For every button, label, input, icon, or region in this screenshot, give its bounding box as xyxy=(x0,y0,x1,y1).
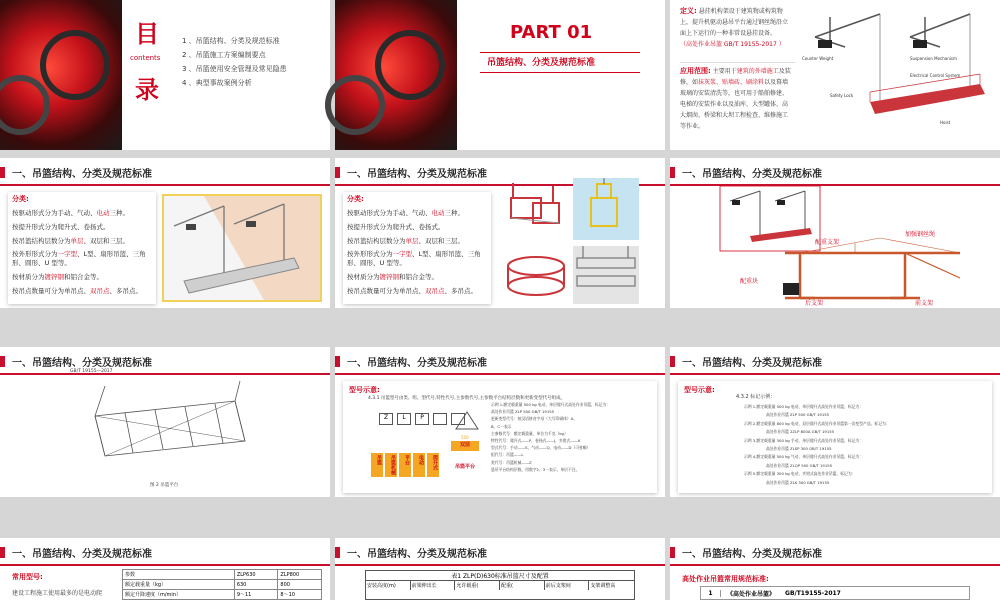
diagram-label-front-frame: 前支架 xyxy=(915,300,934,307)
section-title: 一、吊篮结构、分类及规范标准 xyxy=(12,358,152,369)
marking-lines xyxy=(744,403,984,487)
example-line: 高处作业吊篮 ZLP 500 GB/T 19155 xyxy=(766,412,830,418)
slide-header xyxy=(335,538,665,566)
model-box-empty xyxy=(433,413,447,425)
marking-clause: 4.3.2 标记示例： xyxy=(736,394,776,400)
example-line: 示例 3.额定载重量 300 kg 手动，单层爬升式高处作业吊篮，标记为： xyxy=(744,437,864,443)
platform-shape xyxy=(870,84,985,114)
example-line: 示例 2.额定载重量 800 kg 电动，双层爬升式高处作业吊篮第一次变型产品，标记为： xyxy=(744,420,890,426)
params-table xyxy=(122,569,322,600)
marking-label: 型号示意: xyxy=(684,386,715,394)
definition-ref: （高处作业吊篮 GB/T 19155-2017 ） xyxy=(680,41,785,48)
photo-multi-gondola xyxy=(573,246,639,304)
explanation-line: 特性代号：爬升式——P，卷扬式——J，夹钳式——K xyxy=(491,438,581,444)
definition-text: 定义: 悬挂机构架设于建筑物或构筑物上，提升机驱动悬吊平台通过钢丝绳沿立面上下运行的一种非常设悬挂设备。 （高处作业吊篮 GB/T 19155-2017 ） xyxy=(680,7,789,48)
header-line xyxy=(335,373,665,375)
figure-caption: 图 2 吊篮平台 xyxy=(150,483,179,488)
table-header: 允许载重( xyxy=(455,581,500,590)
slide-classification-1[interactable] xyxy=(0,158,330,308)
section-title: 一、吊篮结构、分类及规范标准 xyxy=(12,169,152,180)
header-line xyxy=(670,373,1000,375)
standard-code: GB/T19155-2017 xyxy=(785,589,841,597)
table-cell: 额定升降速度（m/min） xyxy=(123,590,235,600)
diagram-label: 配重支架 xyxy=(815,239,840,246)
vertical-label: 电动 xyxy=(413,453,425,477)
contents-item[interactable]: 2 、吊篮施工方案编制要点 xyxy=(182,51,266,59)
marking-box xyxy=(678,381,992,493)
part-divider xyxy=(480,72,640,73)
slide-header xyxy=(670,538,1000,566)
model-clause: 4.3.1 吊篮型号由类、组、型代号,特性代号,主参数代号,主参数平台结构层数和更新变型代号组成。 xyxy=(368,396,566,401)
classification-box xyxy=(8,192,156,304)
contents-title-top: 目 xyxy=(135,20,159,48)
diagram-label-rear-frame: 后支架 xyxy=(805,300,824,307)
slide-structure[interactable] xyxy=(670,158,1000,308)
scope-text: 应用范围: 主要用于建筑的外墙施工及装修，如抹灰浆、贴墙砖、刷涂料以及幕墙玻璃的安装清洗等，也可用于船舶修建、电梯的安装作业以及油库、大型罐体、高大烟囱、桥梁和大坝工程检查、维修施工等作业。 xyxy=(680,67,791,130)
example-line: 高处作业吊篮 ZLQP 500 GB/T 19155 xyxy=(766,462,833,468)
diagram-label: Electrical Control System xyxy=(910,73,961,78)
table-header: 配重( xyxy=(500,581,545,590)
slide-header xyxy=(0,538,330,566)
example-line: 高处作业吊篮 2ZLP 800A GB/T 19155 xyxy=(766,429,835,435)
vertical-label: 爬升式 xyxy=(427,453,439,477)
example-line: 高处作业吊篮 ZLSP 300 GB/T 19155 xyxy=(766,446,832,452)
gondola-render xyxy=(164,196,320,300)
support-frame-diagram xyxy=(755,231,995,308)
table-header: 前梁伸出长 xyxy=(411,581,456,590)
slide-config-table[interactable] xyxy=(335,538,665,600)
model-explanations xyxy=(491,401,651,473)
explanation-line: 悬吊平台结构层数，用数字2、3一表示，单层不注。 xyxy=(491,466,580,472)
helmet-ring-icon xyxy=(0,75,50,135)
header-bar xyxy=(670,547,675,558)
explanation-line: 主参数代号：额定载重量，单位为千克（kg） xyxy=(491,430,568,436)
model-box-z: Z xyxy=(379,413,393,425)
table-cell: 额定载重量（kg） xyxy=(123,580,235,590)
explanation-line: 类代号：吊篮机械——Z xyxy=(491,459,532,465)
contents-item[interactable]: 3 、吊篮使用安全管理及常见隐患 xyxy=(182,65,287,73)
table-header: ZLP630 xyxy=(234,570,278,580)
double-layer-label: 双层 xyxy=(451,441,479,451)
slide-standard-drawing[interactable] xyxy=(0,347,330,497)
contents-subtitle: contents xyxy=(130,54,161,62)
section-title: 一、吊篮结构、分类及规范标准 xyxy=(682,169,822,180)
contents-list xyxy=(182,34,322,90)
counterweight-icon xyxy=(818,40,832,48)
table-cell: 8～10 xyxy=(278,590,322,600)
diagram-label: Suspension Mechanism xyxy=(910,56,957,61)
definition-label: 定义: xyxy=(680,7,697,15)
config-table-title: 表1 ZLP(D)630标准吊篮尺寸及配置 xyxy=(366,571,634,581)
counterweight-icon xyxy=(913,40,927,48)
diagram-label: Safety Lock xyxy=(830,93,854,98)
header-line xyxy=(0,373,330,375)
model-box-l: L xyxy=(397,413,411,425)
explanation-line: 高处作业吊篮 ZLP 500 GB/T 19155 xyxy=(491,409,555,415)
header-bar xyxy=(670,167,675,178)
slide-header xyxy=(670,158,1000,186)
slide-header xyxy=(670,347,1000,375)
triangle-icon xyxy=(455,411,479,431)
diagram-label-counterweight: 配重块 xyxy=(740,278,759,285)
model-vertical-labels xyxy=(371,453,439,477)
platform-note: 吊篮平台 xyxy=(454,464,475,470)
slide-definition[interactable] xyxy=(670,0,1000,150)
classification-label: 分类: xyxy=(347,195,364,203)
explanation-line: B、C一表示 xyxy=(491,423,512,429)
part-subtitle: 吊篮结构、分类及规范标准 xyxy=(487,58,596,68)
slide-marking-examples[interactable] xyxy=(670,347,1000,497)
header-line xyxy=(335,564,665,566)
slide-classification-2[interactable] xyxy=(335,158,665,308)
contents-item[interactable]: 4 、典型事故案例分析 xyxy=(182,79,252,87)
section-title: 一、吊篮结构、分类及规范标准 xyxy=(347,358,487,369)
photo-l-shape xyxy=(503,178,569,240)
model-boxes xyxy=(379,413,465,425)
common-models-text: 建设工程施工使用最多的是电动爬 xyxy=(12,590,103,597)
header-bar xyxy=(0,167,5,178)
header-bar xyxy=(0,547,5,558)
standard-number: 1 xyxy=(701,590,721,597)
part-title: PART 01 xyxy=(510,22,593,43)
part-divider xyxy=(480,52,640,53)
explanation-line: 型式代号：手动——S，气动——Q，电动——D（可省略） xyxy=(491,445,591,451)
config-table-header xyxy=(366,581,634,590)
table-header: ZLP800 xyxy=(278,570,322,580)
helmet-ring-icon xyxy=(325,75,385,135)
table-header: 前后支架间 xyxy=(545,581,590,590)
photo-yellow-gondola xyxy=(573,178,639,240)
example-line: 高处作业吊篮 ZLK 300 GB/T 19155 xyxy=(766,479,830,485)
scope-label: 应用范围: xyxy=(680,67,711,75)
slide-header xyxy=(0,158,330,186)
slide-part01[interactable] xyxy=(335,0,665,150)
helmet-photo xyxy=(0,0,122,150)
standard-code: GB/T 19155—2017 xyxy=(70,369,113,374)
contents-item[interactable]: 1 、吊篮结构、分类及规范标准 xyxy=(182,37,280,45)
classification-label: 分类: xyxy=(12,195,29,203)
header-bar xyxy=(335,167,340,178)
standards-row xyxy=(700,586,970,600)
classification-text: 分类: 按驱动形式分为手动、气动、电动三种。 按提升形式分为爬升式、卷扬式。 按吊篮结构层数分为单层、双层和三层。 按外形形式分为一字型、L型、扇形吊篮、三角形、圆形、U 型等。 按材质分为镀锌钢和铝合金等。 按吊点数量可分为单吊点、双吊点、多吊点。 xyxy=(347,192,489,298)
contents-title-bottom: 录 xyxy=(135,76,159,104)
explanation-line: 示例 1.额定载重量 500 kg 电动，单层爬升式高处作业吊篮，标记为： xyxy=(491,402,611,407)
section-title: 一、吊篮结构、分类及规范标准 xyxy=(12,549,152,560)
divider xyxy=(680,62,795,63)
photo-circular-gondola xyxy=(503,246,569,304)
standards-label: 高处作业吊篮常用规范标准: xyxy=(682,575,769,583)
header-line xyxy=(0,184,330,186)
platform-drawing xyxy=(85,381,255,476)
helmet-photo xyxy=(335,0,457,150)
gondola-photo xyxy=(162,194,322,302)
diagram-label: Counter Weight xyxy=(802,56,834,61)
counterweight-icon xyxy=(783,283,799,295)
diagram-label: 加强钢丝绳 xyxy=(905,231,936,238)
classification-box xyxy=(343,192,491,304)
diagram-label: Hoist xyxy=(940,120,951,125)
header-bar xyxy=(670,356,675,367)
header-bar xyxy=(335,547,340,558)
section-title: 一、吊篮结构、分类及规范标准 xyxy=(682,358,822,369)
explanation-line: 组代号：吊篮——L xyxy=(491,452,524,458)
standard-name: 《高处作业吊篮》 xyxy=(727,590,776,598)
slide-contents[interactable] xyxy=(0,0,330,150)
example-line: 示例 5.额定载重量 300 kg 电动，夹钳式高处作业吊篮，标记为： xyxy=(744,471,856,477)
header-bar xyxy=(0,356,5,367)
table-header: 参数 xyxy=(123,570,235,580)
vertical-label: 吊篮 xyxy=(371,453,383,477)
table-cell: 800 xyxy=(278,580,322,590)
slide-common-models[interactable] xyxy=(0,538,330,600)
slide-header xyxy=(335,347,665,375)
slide-standards[interactable] xyxy=(670,538,1000,600)
section-title: 一、吊篮结构、分类及规范标准 xyxy=(347,549,487,560)
header-line xyxy=(670,564,1000,566)
model-param: 500 xyxy=(461,435,469,440)
config-table xyxy=(365,570,635,600)
vertical-label: 平台 xyxy=(399,453,411,477)
classification-text: 分类: 按驱动形式分为手动、气动、电动三种。 按提升形式分为爬升式、卷扬式。 按吊篮结构层数分为单层、双层和三层。 按外形形式分为一字型、L型、扇形吊篮、三角形、圆形、U 型等。 按材质分为镀锌钢和铝合金等。 按吊点数量可分为单吊点、双吊点、多吊点。 xyxy=(12,192,154,298)
explanation-line: 更新变型代号：按汉语拼音字母（大写印刷体）A、 xyxy=(491,416,578,422)
vertical-label: 吊篮机械 xyxy=(385,453,397,477)
table-header: 安装高度(m) xyxy=(366,581,411,590)
slide-model-designation[interactable] xyxy=(335,347,665,497)
section-title: 一、吊篮结构、分类及规范标准 xyxy=(682,549,822,560)
section-title: 一、吊篮结构、分类及规范标准 xyxy=(347,169,487,180)
model-label: 型号示意: xyxy=(349,386,380,394)
helmet-ring-icon xyxy=(375,30,445,100)
example-line: 示例 4.额定载重量 500 kg 气动，单层爬升式高处作业吊篮，标记为： xyxy=(744,454,864,460)
model-box xyxy=(343,381,657,493)
example-line: 示例 1.额定载重量 500 kg 电动，单层爬升式高处作业吊篮，标记为： xyxy=(744,404,864,409)
header-bar xyxy=(335,356,340,367)
slide-header xyxy=(0,347,330,375)
header-line xyxy=(0,564,330,566)
table-cell: 9～11 xyxy=(234,590,278,600)
gondola-diagram xyxy=(800,2,995,147)
common-models-label: 常用型号: xyxy=(12,573,43,581)
model-box-p: P xyxy=(415,413,429,425)
table-cell: 630 xyxy=(234,580,278,590)
helmet-ring-icon xyxy=(40,30,110,100)
table-header: 支架调整高 xyxy=(590,583,616,589)
